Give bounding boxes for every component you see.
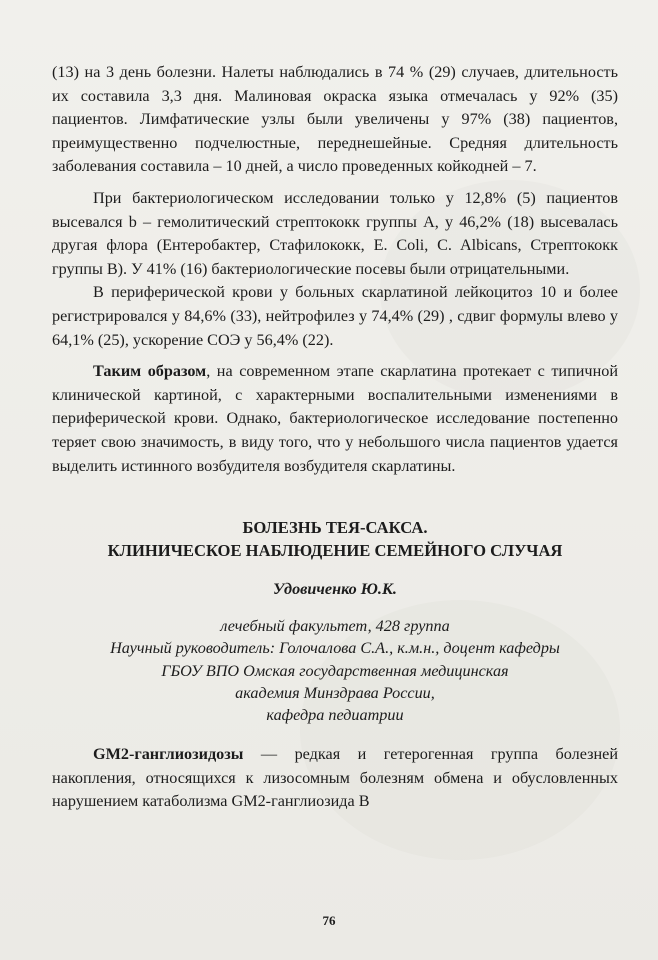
article-header [52, 516, 618, 726]
affiliation-line: академия Минздрава России, [235, 683, 435, 702]
article-title-line-1: БОЛЕЗНЬ ТЕЯ-САКСА. [242, 518, 428, 538]
paragraph-clinical-findings: (13) на 3 день болезни. Налеты наблюдались в 74 % (29) случаев, длительность их составила 3,3 дня. Малиновая окраска языка отмечалась у 92% (35) пациентов. Лимфатические узлы были увеличены у 97% (38) пациентов, преимущественно подчелюстные, переднешейные. Средняя длительность заболевания составила – 10 дней, а число проведенных койкодней – 7. [52, 63, 618, 176]
paragraph-bacteriology: При бактериологическом исследовании только у 12,8% (5) пациентов высевался b – гемолитический стрептококк группы А, у 46,2% (18) высевалась другая флора (Ентеробактер, Стафилококк, E. Coli, C. Albicans, Стрептококк группы В). У 41% (16) бактериологические посевы были отрицательными. [52, 188, 618, 278]
affiliation-line: лечебный факультет, 428 группа [220, 617, 450, 636]
article-title-line-2: КЛИНИЧЕСКОЕ НАБЛЮДЕНИЕ СЕМЕЙНОГО СЛУЧАЯ [107, 541, 563, 561]
affiliation-line: ГБОУ ВПО Омская государственная медицинская [161, 661, 509, 680]
affiliation-line: Научный руководитель: Голочалова С.А., к.м.н., доцент кафедры [110, 639, 560, 658]
paragraph-conclusion [52, 360, 618, 478]
gm2-definition: — редкая и гетерогенная группа болезней накопления, относящихся к лизосомным болезням обмена и обусловленных нарушением катаболизма GM2-ганглиозида В [52, 745, 618, 811]
conclusion-lead: Таким образом [93, 362, 207, 381]
paragraph-gm2-intro [52, 743, 618, 814]
paragraph-blood-findings: В периферической крови у больных скарлатиной лейкоцитоз 10 и более регистрировался у 84,6% (33), нейтрофилез у 74,4% (29) , сдвиг формулы влево у 64,1% (25), ускорение СОЭ у 56,4% (22). [52, 283, 618, 349]
article-affiliation [52, 615, 618, 726]
article-author: Удовиченко Ю.К. [273, 580, 397, 599]
conclusion-text: , на современном этапе скарлатина протекает с типичной клинической картиной, с характерными воспалительными изменениями в периферической крови. Однако, бактериологическое исследование постепенно теряет свою значимость, в виду того, что у небольшого числа пациентов удается выделить истинного возбудителя возбудителя скарлатины. [52, 362, 618, 475]
affiliation-line: кафедра педиатрии [266, 705, 404, 724]
page-number: 76 [322, 913, 336, 928]
gm2-term: GM2-ганглиозидозы [93, 745, 244, 764]
page-content [52, 61, 618, 814]
